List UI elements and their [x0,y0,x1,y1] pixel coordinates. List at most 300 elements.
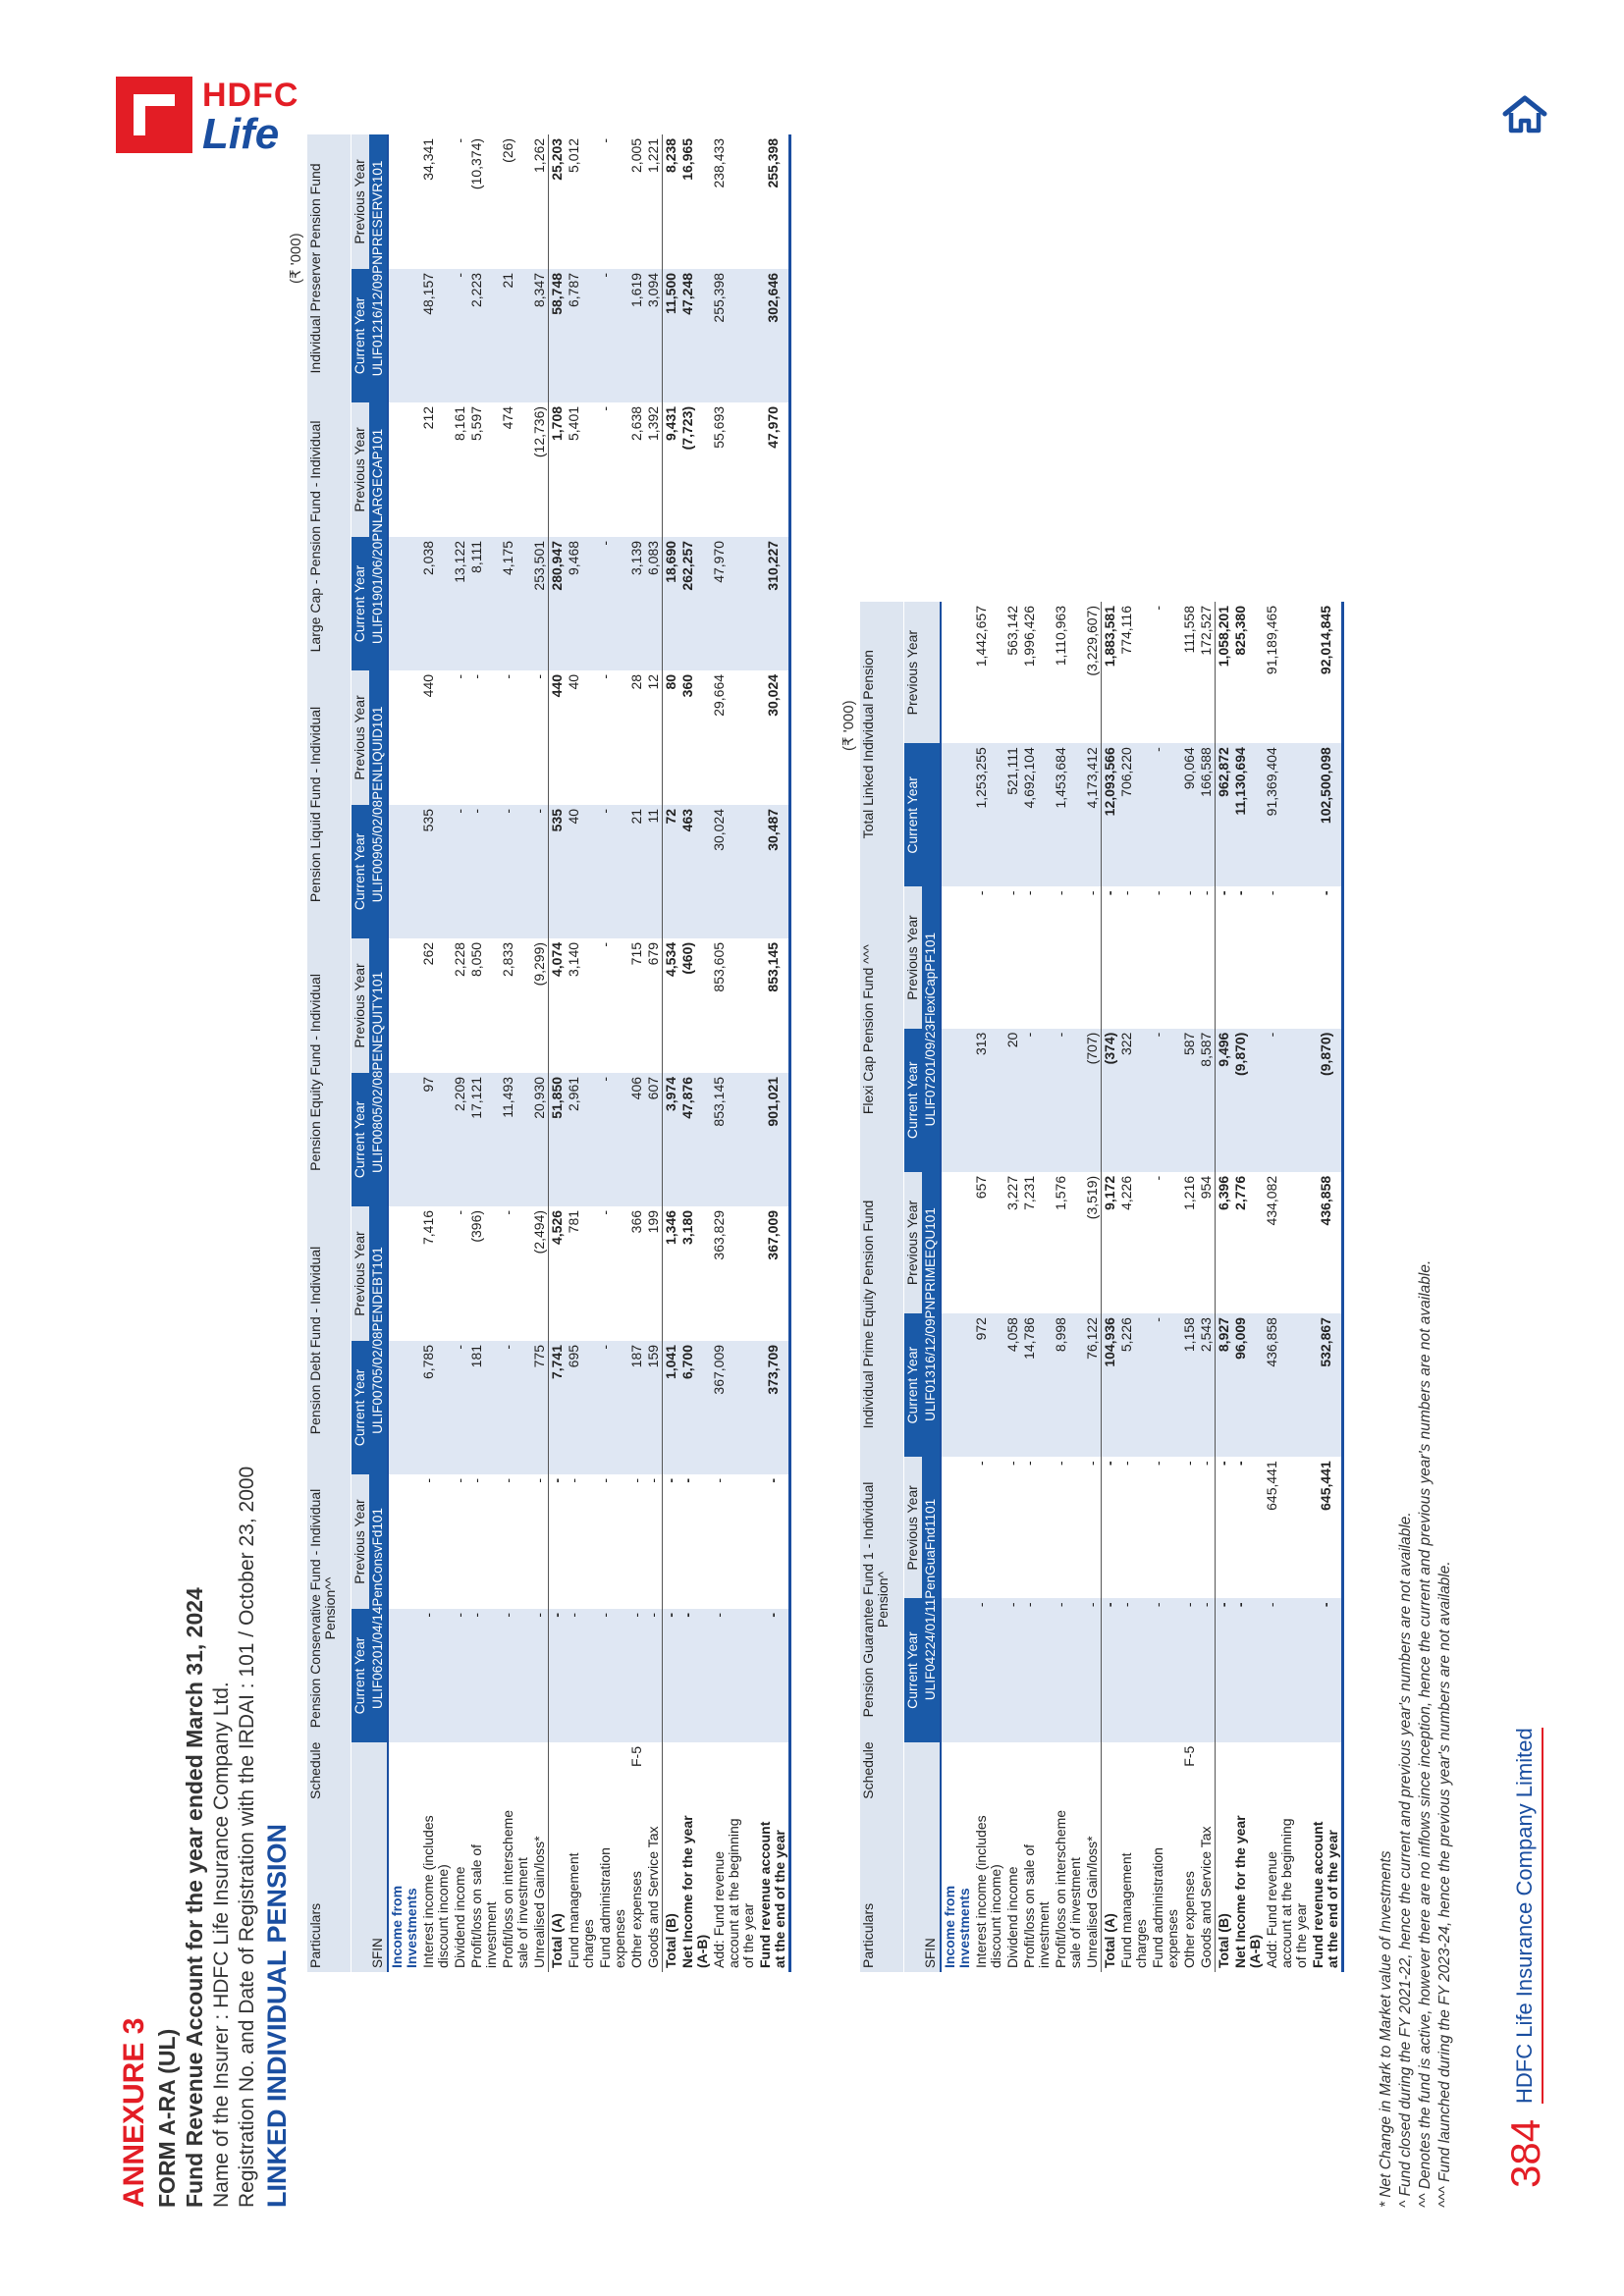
blank-cell [922,1742,941,1803]
current-year-value: - [628,1609,645,1742]
current-year-value: 8,111 [468,537,500,670]
previous-year-value: 1,883,581 [1102,602,1119,743]
current-year-value: - [1150,1598,1181,1741]
current-year-value: 253,501 [531,537,549,670]
previous-year-value: 4,526 [549,1206,567,1341]
current-year-value: 11 [645,805,663,938]
previous-year-value: 781 [566,1209,581,1234]
current-year-value: 13,122 [452,537,468,670]
value-cell [388,670,420,805]
current-year-header: Current Year [351,537,369,670]
current-year-value: 775 [531,1341,549,1474]
previous-year-value: 40 [566,673,581,690]
current-year-value: - [597,537,628,670]
current-year-value: 47,876 [679,1073,711,1206]
previous-year-value: 715 [628,941,644,966]
previous-year-value: 1,262 [531,137,547,173]
previous-year-value: 774,116 [1118,606,1134,655]
row-label: Dividend income [1004,1866,1020,1968]
current-year-value: 3,139 [628,537,645,670]
previous-year-value: 12 [645,673,661,690]
current-year-value: 8,998 [1053,1313,1084,1457]
current-year-value: 21 [500,269,531,402]
previous-year-header: Previous Year [903,1457,922,1598]
current-year-value: 40 [566,805,597,938]
current-year-value: 463 [679,805,711,938]
schedule-ref [1053,1742,1084,1803]
current-year-value: 12,093,566 [1102,743,1119,886]
current-year-value: 2,038 [420,537,452,670]
schedule-ref [1004,1742,1021,1803]
current-year-value: 255,398 [711,269,757,402]
current-year-value: - [452,1341,468,1474]
form-name: FORM A-RA (UL) [153,2028,180,2208]
current-year-value: 20 [1004,1029,1021,1172]
schedule-ref [420,1742,452,1803]
current-year-value: 11,130,694 [1232,743,1264,886]
previous-year-value: 262 [420,941,436,966]
previous-year-value: - [1118,1461,1134,1466]
row-label: Interest income (includes discount income) [420,1815,451,1968]
previous-year-value: - [597,405,613,411]
current-year-value: - [1118,1598,1150,1741]
previous-year-value: 16,965 [679,137,695,181]
registration-info: Registration No. and Date of Registration with the IRDAI : 101 / October 23, 2000 [236,1466,259,2208]
previous-year-value: 3,227 [1004,1175,1020,1210]
current-year-value: - [1181,1598,1198,1741]
schedule-ref [468,1742,500,1803]
sfin-label: SFIN [369,1803,388,1972]
value-cell [388,134,420,269]
previous-year-value: - [1181,890,1197,896]
schedule-ref [566,1742,597,1803]
current-year-value: - [531,805,549,938]
current-year-header: Current Year [351,805,369,938]
fund-name-header: Flexi Cap Pension Fund ^^^ [860,886,903,1171]
previous-year-value: - [1232,890,1248,896]
current-year-value: - [1264,1598,1310,1741]
row-label: Unrealised Gain/loss* [1084,1836,1100,1968]
current-year-value: 6,083 [645,537,663,670]
previous-year-value: - [1310,886,1343,1028]
current-year-value: - [1150,1029,1181,1172]
row-label: Total (A) [549,1803,567,1972]
row-label: Net Income for the year (A-B) [1232,1815,1263,1968]
row-label: Fund management charges [566,1852,596,1968]
current-year-value: - [1232,1598,1264,1741]
previous-year-value: 7,231 [1021,1175,1037,1210]
previous-year-value: 2,005 [628,137,644,173]
row-label: Add: Fund revenue account at the beginning of the year [711,1818,756,1968]
fund-sfin: ULIF04224/01/11PenGuaFnd1101 [922,1457,941,1741]
current-year-value: 406 [628,1073,645,1206]
previous-year-value: (12,736) [531,405,547,458]
previous-year-value: - [531,1477,547,1483]
fund-name-header: Pension Equity Fund - Individual [307,938,351,1206]
previous-year-value: - [1150,1175,1165,1181]
previous-year-value: (10,374) [468,137,484,190]
schedule-ref [1264,1742,1310,1803]
row-label: Profit/loss on sale of investment [1021,1843,1052,1968]
current-year-value: 322 [1118,1029,1150,1172]
previous-year-value: - [1181,1461,1197,1466]
previous-year-value: - [1021,1461,1037,1466]
current-year-value: - [597,1341,628,1474]
current-year-value: 91,369,404 [1264,743,1310,886]
schedule-ref [549,1742,567,1803]
previous-year-value: 5,012 [566,137,581,173]
current-year-value: - [468,1609,500,1742]
current-year-value: 532,867 [1310,1313,1343,1457]
schedule-ref [1150,1742,1181,1803]
schedule-ref [1102,1742,1119,1803]
previous-year-value: 954 [1198,1175,1214,1200]
previous-year-value: 853,145 [757,938,790,1073]
current-year-header: Current Year [351,269,369,402]
fund-sfin: ULIF00705/02/08PENDEBT101 [369,1206,388,1474]
current-year-value: - [1310,1598,1343,1741]
previous-year-header: Previous Year [351,402,369,537]
value-cell [388,269,420,402]
previous-year-value: 55,693 [711,405,727,449]
current-year-value: 9,468 [566,537,597,670]
previous-year-value: 5,597 [468,405,484,441]
previous-year-value: (3,229,607) [1084,606,1100,676]
current-year-value: 3,094 [645,269,663,402]
current-year-value: (9,870) [1310,1029,1343,1172]
current-year-value: - [597,269,628,402]
previous-year-value: 92,014,845 [1310,602,1343,743]
previous-year-value: - [711,1477,727,1483]
current-year-value: - [597,1073,628,1206]
particulars-header: Particulars [307,1803,351,1972]
current-year-value: - [663,1609,680,1742]
current-year-value: - [597,805,628,938]
previous-year-value: - [531,673,547,679]
previous-year-value: 645,441 [1264,1461,1279,1511]
previous-year-value: 3,140 [566,941,581,977]
current-year-value: - [549,1609,567,1742]
previous-year-value: 2,638 [628,405,644,441]
previous-year-value: 199 [645,1209,661,1234]
current-year-value: 47,970 [711,537,757,670]
current-year-value: 262,257 [679,537,711,670]
current-year-value: 30,487 [757,805,790,938]
previous-year-value: - [1150,1461,1165,1466]
previous-year-value: - [679,1477,695,1483]
current-year-value: - [1004,1598,1021,1741]
value-cell [388,1206,420,1341]
previous-year-value: - [1232,1461,1248,1466]
previous-year-value: 440 [549,670,567,805]
row-label: Interest income (includes discount income) [973,1815,1003,1968]
previous-year-value: (7,723) [679,405,695,451]
previous-year-value: 1,058,201 [1216,602,1233,743]
schedule-ref [1198,1742,1216,1803]
company-name: HDFC Life Insurance Company Limited [1512,1728,1543,2104]
current-year-value: 302,646 [757,269,790,402]
row-label: Other expenses [1181,1871,1197,1968]
blank-header [903,1742,922,1803]
previous-year-value: 436,858 [1310,1172,1343,1313]
previous-year-value: 9,172 [1102,1172,1119,1313]
previous-year-value: - [452,673,467,679]
previous-year-value: 238,433 [711,137,727,188]
current-year-value: 6,785 [420,1341,452,1474]
schedule-ref [531,1742,549,1803]
row-label: Add: Fund revenue account at the beginning of the year [1264,1818,1309,1968]
previous-year-value: 440 [420,673,436,698]
previous-year-value: - [549,1474,567,1609]
report-title: Fund Revenue Account for the year ended March 31, 2024 [182,1587,208,2208]
footnote-2: ^ Fund closed during the FY 2021-22, hence the current and previous year's numbers are not available. [1397,1512,1414,2208]
current-year-value: 1,453,684 [1053,743,1084,886]
current-year-value: 4,175 [500,537,531,670]
previous-year-value: 1,110,963 [1053,606,1068,667]
current-year-value: 706,220 [1118,743,1150,886]
current-year-value: (374) [1102,1029,1119,1172]
row-label: Income from Investments [942,1885,972,1968]
value-cell [941,1457,973,1598]
previous-year-value: 853,605 [711,941,727,992]
current-year-value: 5,226 [1118,1313,1150,1457]
current-year-value: 3,974 [663,1073,680,1206]
previous-year-value: - [757,1474,790,1609]
fund-name-header: Total Linked Individual Pension [860,602,903,886]
schedule-ref [663,1742,680,1803]
current-year-header: Current Year [903,1029,922,1172]
previous-year-value: 80 [663,670,680,805]
section-title: LINKED INDIVIDUAL PENSION [261,1823,292,2208]
previous-year-value: - [452,1477,467,1483]
previous-year-value: 563,142 [1004,606,1020,656]
current-year-value: - [500,1609,531,1742]
footnote-1: * Net Change in Mark to Market value of Investments [1378,1850,1394,2208]
insurer-name: Name of the Insurer : HDFC Life Insurance Company Ltd. [210,1682,233,2208]
particulars-header: Particulars [860,1803,903,1972]
blank-header [903,1803,922,1972]
value-cell [941,602,973,743]
schedule-ref [645,1742,663,1803]
footnote-3: ^^ Denotes the fund is active, however there are no inflows since inception, hence the current and previous year's numbers are not available. [1417,1259,1434,2208]
previous-year-value: 5,401 [566,405,581,441]
current-year-value: 6,787 [566,269,597,402]
previous-year-value: 9,431 [663,402,680,537]
previous-year-value: 2,833 [500,941,515,977]
previous-year-value: - [1264,890,1279,896]
previous-year-value: 363,829 [711,1209,727,1260]
fund-sfin: ULIF01901/06/20PNLARGECAP101 [369,402,388,670]
footnote-4: ^^^ Fund launched during the FY 2023-24, hence the previous year's numbers are not available. [1436,1561,1453,2208]
previous-year-value: - [420,1477,436,1483]
previous-year-value: - [597,941,613,947]
current-year-value: 8,587 [1198,1029,1216,1172]
current-year-value: 310,227 [757,537,790,670]
value-cell [388,1341,420,1474]
unit-label-2: (₹ '000) [840,700,857,751]
current-year-header: Current Year [351,1609,369,1742]
current-year-value: 51,850 [549,1073,567,1206]
current-year-value: 76,122 [1084,1313,1102,1457]
schedule-ref [973,1742,1004,1803]
current-year-value: - [500,1341,531,1474]
schedule-ref: F-5 [628,1746,644,1767]
current-year-value: 607 [645,1073,663,1206]
previous-year-header: Previous Year [351,938,369,1073]
row-label: Fund administration expenses [1150,1847,1180,1968]
current-year-value: 2,543 [1198,1313,1216,1457]
current-year-value: 7,741 [549,1341,567,1474]
row-label: Profit/loss on sale of investment [468,1843,499,1968]
previous-year-value: 91,189,465 [1264,606,1279,675]
value-cell [941,1029,973,1172]
current-year-value: - [757,1609,790,1742]
current-year-value: 181 [468,1341,500,1474]
previous-year-value: 25,203 [549,134,567,269]
row-label: Fund revenue account at the end of the year [757,1803,790,1972]
previous-year-value: 1,221 [645,137,661,173]
previous-year-value: 8,050 [468,941,484,977]
previous-year-value: - [1102,886,1119,1028]
current-year-value: - [566,1609,597,1742]
current-year-value: 58,748 [549,269,567,402]
current-year-value: - [452,805,468,938]
previous-year-value: - [1198,890,1214,896]
current-year-value: 9,496 [1216,1029,1233,1172]
fund-name-header: Pension Conservative Fund - Individual Pension^^ [307,1474,351,1742]
fund-sfin: ULIF06201/04/14PenConsvFd101 [369,1474,388,1742]
current-year-value: (9,870) [1232,1029,1264,1172]
previous-year-value: 4,534 [663,938,680,1073]
value-cell [388,402,420,537]
current-year-value: - [1053,1029,1084,1172]
fund-name-header: Pension Debt Fund - Individual [307,1206,351,1474]
fund-sfin: ULIF07201/09/23FlexiCapPF101 [922,886,941,1171]
current-year-value: 1,158 [1181,1313,1198,1457]
schedule-ref [757,1742,790,1803]
schedule-ref [1118,1742,1150,1803]
current-year-value: 521,111 [1004,743,1021,886]
previous-year-value: 1,392 [645,405,661,441]
fund-sfin: ULIF00805/02/08PENEQUITY101 [369,938,388,1206]
current-year-header: Current Year [903,743,922,886]
logo-text-hdfc: HDFC [202,77,299,114]
current-year-value: - [711,1609,757,1742]
previous-year-value: - [597,673,613,679]
current-year-value: 280,947 [549,537,567,670]
previous-year-value: - [500,1209,515,1215]
current-year-value: 17,121 [468,1073,500,1206]
previous-year-value: (2,494) [531,1209,547,1255]
previous-year-value: - [597,1209,613,1215]
previous-year-value: 1,996,426 [1021,606,1037,667]
current-year-value: - [500,805,531,938]
current-year-value: - [1150,743,1181,886]
value-cell [388,938,420,1073]
current-year-value: 159 [645,1341,663,1474]
current-year-value: 166,588 [1198,743,1216,886]
previous-year-value: - [1053,1461,1068,1466]
value-cell [388,1609,420,1742]
previous-year-value: - [1150,606,1165,611]
fund-sfin: ULIF00905/02/08PENLIQUID101 [369,670,388,938]
previous-year-value: 8,238 [663,134,680,269]
current-year-value: 535 [549,805,567,938]
previous-year-value: - [468,673,484,679]
current-year-value: 8,927 [1216,1313,1233,1457]
schedule-ref [597,1742,628,1803]
fund-table-1 [307,134,791,1972]
previous-year-value: 645,441 [1310,1457,1343,1598]
previous-year-value: - [500,673,515,679]
previous-year-value: 8,161 [452,405,467,441]
previous-year-value: 28 [628,673,644,690]
fund-name-header: Individual Prime Equity Pension Fund [860,1172,903,1457]
current-year-value: 2,223 [468,269,500,402]
previous-year-value: 2,776 [1232,1175,1248,1210]
previous-year-value: - [1118,890,1134,896]
current-year-value: - [1084,1598,1102,1741]
current-year-value: - [679,1609,711,1742]
value-cell [941,743,973,886]
previous-year-value: - [500,1477,515,1483]
value-cell [941,1313,973,1457]
previous-year-value: - [663,1474,680,1609]
previous-year-value: - [1216,1457,1233,1598]
previous-year-value: 367,009 [757,1206,790,1341]
value-cell [388,537,420,670]
row-label: Fund management charges [1118,1852,1149,1968]
current-year-value: 972 [973,1313,1004,1457]
current-year-value: - [1150,1313,1181,1457]
previous-year-value: - [468,1477,484,1483]
current-year-value: 853,145 [711,1073,757,1206]
current-year-value: 436,858 [1264,1313,1310,1457]
schedule-ref [388,1742,420,1803]
previous-year-value: (3,519) [1084,1175,1100,1220]
current-year-value: 1,619 [628,269,645,402]
previous-year-header: Previous Year [903,602,922,743]
previous-year-value: - [1198,1461,1214,1466]
current-year-value: 104,936 [1102,1313,1119,1457]
current-year-value: 11,493 [500,1073,531,1206]
schedule-ref [1310,1742,1343,1803]
fund-sfin: ULIF01316/12/09PNPRIMEEQU101 [922,1172,941,1457]
current-year-value: 21 [628,805,645,938]
row-label: Total (B) [663,1803,680,1972]
value-cell [388,805,420,938]
value-cell [388,1073,420,1206]
current-year-value: 1,253,255 [973,743,1004,886]
schedule-ref [679,1742,711,1803]
blank-cell [369,1742,388,1803]
previous-year-value: - [1004,890,1020,896]
current-year-value: 535 [420,805,452,938]
previous-year-value: - [597,137,613,143]
row-label: Fund revenue account at the end of the year [1310,1803,1343,1972]
previous-year-header: Previous Year [903,886,922,1028]
schedule-ref [711,1742,757,1803]
previous-year-value: - [645,1477,661,1483]
previous-year-value: 360 [679,673,695,698]
current-year-value: 11,500 [663,269,680,402]
current-year-value: - [1053,1598,1084,1741]
current-year-value: 962,872 [1216,743,1233,886]
current-year-header: Current Year [351,1341,369,1474]
previous-year-value: - [1150,890,1165,896]
previous-year-value: 3,180 [679,1209,695,1246]
previous-year-value: (396) [468,1209,484,1243]
